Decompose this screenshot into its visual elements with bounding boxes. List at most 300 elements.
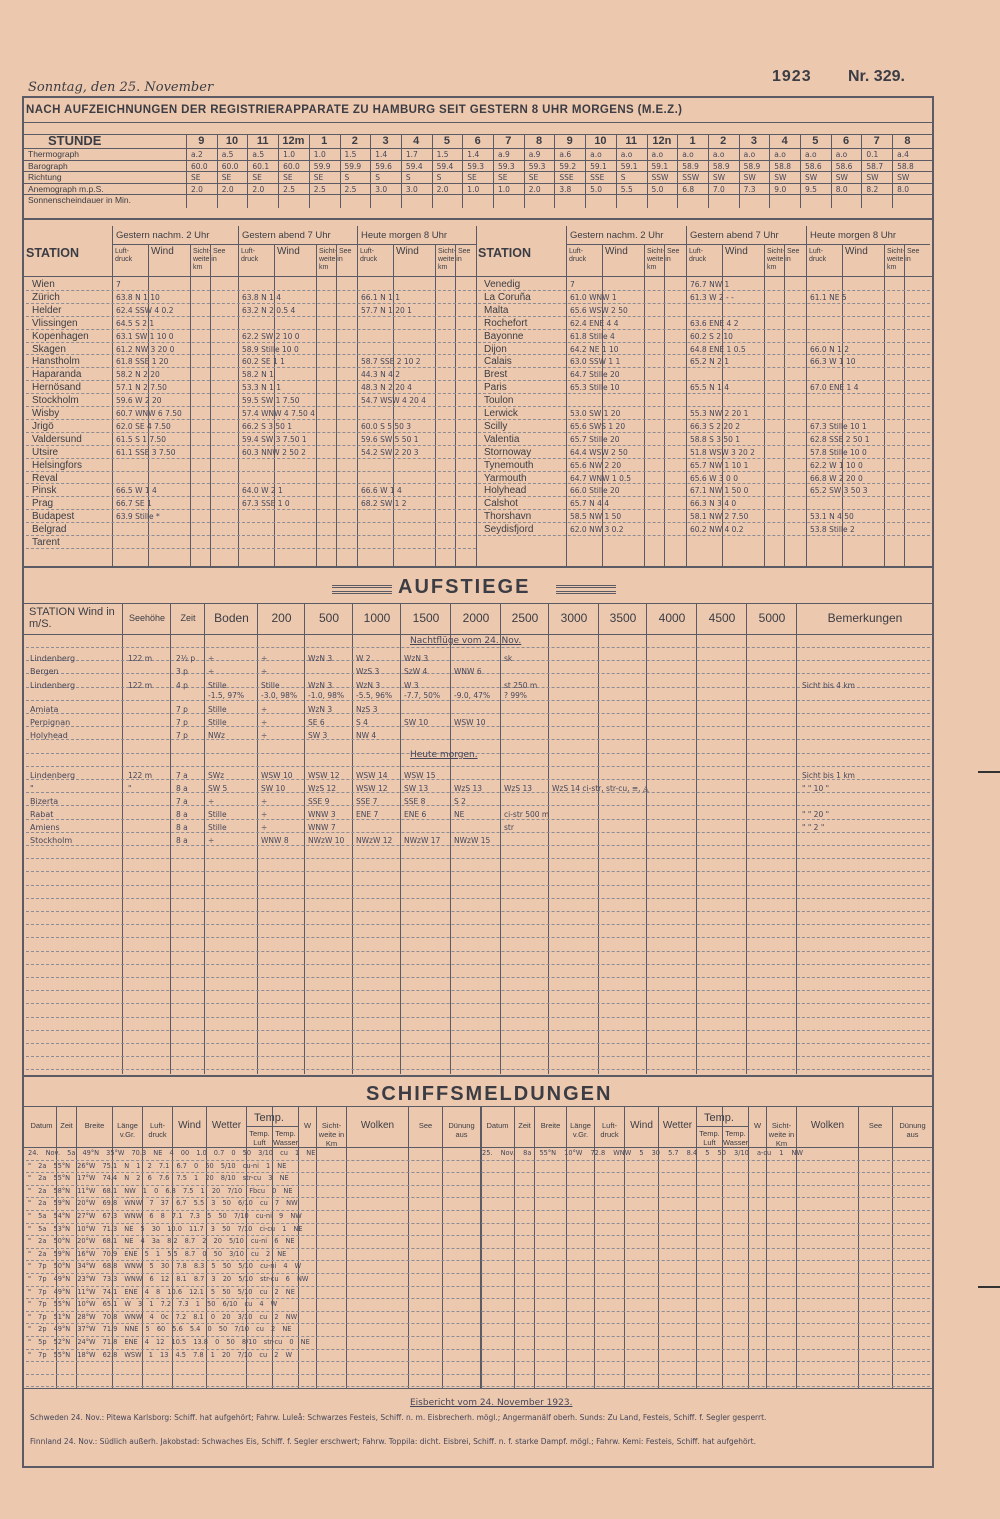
station-observation: 66.6 W 1 4 bbox=[361, 486, 402, 496]
aufstiege-value: Stille bbox=[261, 681, 280, 690]
aufstiege-value: Stille bbox=[208, 823, 227, 832]
hourly-value: SW bbox=[743, 173, 756, 182]
hourly-value: 59.2 bbox=[559, 161, 577, 171]
aufstiege-header: 3000 bbox=[560, 611, 588, 625]
schiffs-left-row: " 7p 55°N 18°W 62.8 WSW 1 13 4.5 7.8 1 20 7/10 cu 2 W bbox=[28, 1350, 293, 1359]
schiffs-header: Breite bbox=[84, 1121, 105, 1130]
station-observation: 62.0 NW 3 0.2 bbox=[570, 525, 624, 535]
aufstiege-value: WSW 10 bbox=[261, 771, 293, 780]
schiffs-grid-line bbox=[26, 1323, 930, 1324]
station-row-rule bbox=[478, 471, 930, 472]
station-observation: 64.7 Stille 20 bbox=[570, 370, 620, 380]
station-observation: 7 bbox=[116, 280, 121, 289]
station-name: Hanstholm bbox=[32, 356, 80, 368]
station-observation: 54.2 SW 2 20 3 bbox=[361, 447, 419, 457]
hourly-value: 8.2 bbox=[866, 184, 879, 194]
station-row-rule bbox=[26, 471, 476, 472]
station-sub-rule bbox=[435, 244, 436, 566]
aufstiege-station: Lindenberg bbox=[30, 681, 76, 690]
hourly-value: 5.0 bbox=[590, 184, 603, 194]
station-sub-rule bbox=[336, 244, 337, 566]
aufstiege-grid-line bbox=[26, 739, 930, 740]
station-name: Scilly bbox=[484, 420, 508, 432]
aufstiege-value: -7.7, 50% bbox=[404, 691, 441, 700]
hourly-value: SE bbox=[221, 173, 232, 182]
station-observation: 64.5 S 2 1 bbox=[116, 318, 155, 328]
station-observation: 55.3 NW 2 20 1 bbox=[690, 409, 749, 418]
aufstiege-grid-line bbox=[26, 647, 930, 648]
aufstiege-zeit: 3 p bbox=[176, 667, 188, 676]
station-row-rule bbox=[478, 458, 930, 459]
station-sub-rule bbox=[784, 244, 785, 566]
station-header: STATION bbox=[478, 246, 532, 260]
station-observation: 63.8 N 1 4 bbox=[242, 292, 282, 302]
station-observation: 61.2 NW 3 20 0 bbox=[116, 344, 175, 354]
aufstiege-remark: Sicht bis 1 km bbox=[802, 771, 855, 780]
aufstiege-header: Seehöhe bbox=[128, 613, 166, 623]
aufstiege-value: Stille bbox=[208, 681, 227, 690]
hourly-value: 59.3 bbox=[467, 161, 484, 171]
station-observation: 64.0 W 2 1 bbox=[242, 486, 283, 496]
aufstiege-zeit: 8 a bbox=[176, 836, 188, 845]
hour-label: 2 bbox=[351, 135, 358, 147]
station-row-rule bbox=[26, 303, 476, 304]
station-name: Haparanda bbox=[32, 369, 82, 381]
hourly-value: SE bbox=[191, 173, 201, 182]
schiffs-grid-line bbox=[26, 1185, 930, 1186]
hourly-value: 2.0 bbox=[191, 184, 203, 194]
schiffs-left-row: " 2a 55°N 26°W 75.1 N 1 2 7.1 6.7 0 50 5/10 cu-ni 1 NE bbox=[28, 1161, 287, 1170]
hourly-value: 60.1 bbox=[252, 161, 270, 171]
aufstiege-value: ÷ bbox=[261, 705, 268, 714]
station-observation: 67.3 Stille 10 1 bbox=[810, 421, 867, 431]
schiffs-temp-rule bbox=[246, 1126, 298, 1127]
station-observation: 62.4 ENE 4 4 bbox=[570, 318, 619, 328]
station-sub-label: Wind bbox=[605, 246, 628, 257]
aufstiege-value: WzN 3 bbox=[356, 681, 381, 690]
hourly-bottom-rule bbox=[22, 218, 934, 220]
schiffs-grid-line bbox=[26, 1349, 930, 1350]
aufstiege-grid-line bbox=[26, 937, 930, 938]
station-observation: 65.2 SW 3 50 3 bbox=[810, 486, 868, 496]
schiffs-left-row: " 7p 55°N 10°W 65.1 W 3 1 7.2 7.3 1 50 6/10 cu 4 W bbox=[28, 1300, 278, 1309]
hourly-value: 59.3 bbox=[498, 161, 515, 171]
station-observation: 65.6 SWS 1 20 bbox=[570, 421, 626, 431]
station-observation: 59.4 SW 3 7.50 1 bbox=[242, 434, 307, 444]
hour-label: 2 bbox=[720, 135, 727, 147]
hourly-value: 1.0 bbox=[313, 150, 326, 159]
station-group-header-rule-right bbox=[566, 244, 930, 245]
aufstiege-value: WzS 13 bbox=[454, 784, 483, 793]
station-sub-label: Luft-druck bbox=[809, 248, 827, 263]
station-observation: 61.8 Stille 4 bbox=[570, 331, 615, 341]
station-observation: 57.4 WNW 4 7.50 4 bbox=[242, 409, 315, 418]
hourly-value: 3.0 bbox=[405, 184, 418, 194]
station-observation: 66.3 N 3 4 0 bbox=[690, 499, 737, 509]
aufstiege-value: WSW 12 bbox=[356, 784, 388, 793]
station-observation: 65.2 N 2 1 bbox=[690, 357, 730, 367]
aufstiege-station: Bizerta bbox=[30, 797, 59, 806]
schiffs-header: Wetter bbox=[662, 1120, 693, 1131]
station-group-label: Heute morgen 8 Uhr bbox=[361, 230, 448, 241]
hourly-row-rule bbox=[22, 160, 934, 161]
aufstiege-value: S 2 bbox=[454, 797, 466, 806]
aufstiege-grid-line bbox=[26, 1069, 930, 1070]
station-header: STATION bbox=[26, 246, 80, 260]
schiffs-grid-line bbox=[26, 1273, 930, 1274]
hour-label: 12n bbox=[652, 135, 672, 147]
aufstiege-zeit: 7 p bbox=[176, 705, 188, 714]
station-bottom-rule bbox=[22, 566, 934, 568]
aufstiege-grid-line bbox=[26, 898, 930, 899]
station-observation: 58.1 NW 2 7.50 bbox=[690, 512, 749, 522]
schiffs-top-rule bbox=[22, 1106, 934, 1107]
aufstiege-station: Rabat bbox=[30, 810, 54, 819]
aufstiege-station: Perpignan bbox=[30, 718, 71, 727]
aufstiege-grid-line bbox=[26, 753, 930, 754]
aufstiege-value: WzS 13 bbox=[504, 784, 533, 793]
station-observation: 59.6 W 2 20 bbox=[116, 396, 162, 406]
aufstiege-value: ÷ bbox=[261, 667, 268, 676]
station-observation: 60.2 S 2 10 bbox=[690, 331, 733, 341]
aufstiege-value: WzN 3 bbox=[308, 681, 333, 690]
aufstiege-hoehe: 122 m bbox=[128, 771, 153, 780]
station-row-rule bbox=[478, 483, 930, 484]
station-observation: 58.8 S 3 50 1 bbox=[690, 434, 741, 444]
schiffs-header: See bbox=[418, 1121, 433, 1130]
schiffs-header: Wolken bbox=[360, 1120, 395, 1131]
hourly-value: 59.1 bbox=[651, 161, 669, 171]
schiffs-header: W bbox=[303, 1121, 312, 1130]
hourly-value: 2.5 bbox=[283, 184, 296, 194]
aufstiege-header: 3500 bbox=[609, 611, 637, 625]
station-observation: 59.6 SW 5 50 1 bbox=[361, 434, 419, 444]
aufstiege-header: STATION Wind in m/S. bbox=[29, 606, 115, 630]
hourly-value: 59.9 bbox=[344, 161, 362, 171]
aufstiege-value: SW 10 bbox=[261, 784, 286, 793]
station-name: Jrigö bbox=[32, 420, 54, 432]
aufstiege-zeit: 7 a bbox=[176, 771, 188, 780]
station-row-rule bbox=[478, 522, 930, 523]
station-sub-label: Wind bbox=[725, 246, 748, 257]
station-sub-rule bbox=[455, 244, 456, 566]
station-observation: 66.3 S 2 20 2 bbox=[690, 421, 741, 431]
station-observation: 61.0 WNW 1 bbox=[570, 292, 617, 302]
station-name: Skagen bbox=[32, 343, 66, 355]
station-row-rule bbox=[26, 522, 476, 523]
aufstiege-value: WNW 6 bbox=[454, 667, 482, 676]
hourly-value: 59.9 bbox=[313, 161, 331, 171]
schiffs-grid-line bbox=[26, 1172, 930, 1173]
station-observation: 65.6 NW 2 20 bbox=[570, 460, 622, 470]
station-name: Valentia bbox=[484, 433, 520, 445]
aufstiege-value: ÷ bbox=[261, 731, 268, 740]
hourly-value: 58.7 bbox=[866, 161, 884, 171]
station-row-rule bbox=[478, 329, 930, 330]
hourly-value: SW bbox=[835, 173, 848, 182]
aufstiege-header: 4000 bbox=[658, 611, 686, 625]
station-row-rule bbox=[26, 354, 476, 355]
station-observation: 48.3 N 2 20 4 bbox=[361, 383, 412, 393]
hourly-value: SE bbox=[313, 173, 324, 182]
aufstiege-grid-line bbox=[26, 951, 930, 952]
hourly-value: S bbox=[436, 173, 442, 182]
station-observation: 65.7 NW 1 10 1 bbox=[690, 460, 749, 470]
hourly-value: S bbox=[344, 173, 350, 182]
station-name: Calshot bbox=[484, 498, 518, 510]
station-sub-label: Luft-druck bbox=[569, 248, 587, 263]
station-observation: 60.2 NW 4 0.2 bbox=[690, 525, 744, 535]
station-sub-label: See bbox=[667, 248, 680, 255]
station-group-label: Heute morgen 8 Uhr bbox=[810, 230, 897, 241]
station-observation: 65.6 WSW 2 50 bbox=[570, 305, 628, 315]
station-name: Belgrad bbox=[32, 524, 67, 536]
hourly-value: 58.9 bbox=[743, 161, 761, 171]
station-sub-label: Luft-druck bbox=[360, 248, 378, 263]
schiffs-header: Zeit bbox=[60, 1121, 73, 1130]
aufstiege-value: WNW 8 bbox=[261, 836, 289, 845]
hourly-value: SW bbox=[897, 173, 910, 182]
station-sub-label: See bbox=[458, 248, 471, 255]
hourly-value: S bbox=[405, 173, 411, 182]
aufstiege-zeit: 7 p bbox=[176, 718, 188, 727]
aufstiege-header: 4500 bbox=[708, 611, 736, 625]
aufstiege-grid-line bbox=[26, 779, 930, 780]
hour-label: 7 bbox=[505, 135, 512, 147]
aufstiege-value: -1.5, 97% bbox=[208, 691, 245, 700]
station-observation: 63.0 SSW 1 1 bbox=[570, 357, 621, 367]
schiffs-header: See bbox=[868, 1121, 883, 1130]
aufstiege-value: WSW 12 bbox=[308, 771, 340, 780]
schiffs-header: Sicht-weite in Km bbox=[318, 1121, 345, 1148]
hourly-value: SE bbox=[467, 173, 477, 182]
hourly-value: 59.4 bbox=[405, 161, 423, 171]
station-sub-label: Wind bbox=[845, 246, 868, 257]
station-row-rule bbox=[26, 380, 476, 381]
hour-label: 9 bbox=[566, 135, 573, 147]
aufstiege-grid-line bbox=[26, 1017, 930, 1018]
hourly-value: SSW bbox=[682, 173, 700, 182]
hourly-value: S bbox=[375, 173, 380, 182]
schiffs-header: Wetter bbox=[211, 1120, 242, 1131]
hour-label: 6 bbox=[474, 135, 481, 147]
station-observation: 61.1 NE 5 bbox=[810, 292, 847, 302]
hourly-row-label: Barograph bbox=[28, 160, 68, 171]
station-observation: 61.1 SSE 3 7.50 bbox=[116, 447, 176, 457]
aufstiege-value: Stille bbox=[208, 705, 227, 714]
hourly-value: 58.6 bbox=[835, 161, 853, 171]
station-group-label: Gestern abend 7 Uhr bbox=[690, 230, 779, 241]
hourly-value: 6.8 bbox=[682, 184, 695, 194]
schiffs-left-row: " 7p 49°N 11°W 74.1 ENE 4 8 10.6 12.1 5 50 5/10 cu 2 NE bbox=[28, 1287, 295, 1296]
station-sub-rule bbox=[664, 244, 665, 566]
aufstiege-grid-line bbox=[26, 660, 930, 661]
station-observation: 67.0 ENE 1 4 bbox=[810, 383, 859, 393]
station-name: Calais bbox=[484, 356, 512, 368]
station-row-rule bbox=[478, 393, 930, 394]
aufstiege-hoehe: 122 m bbox=[128, 681, 153, 690]
station-observation: 64.8 ENE 1 0.5 bbox=[690, 344, 746, 354]
station-observation: 63.2 N 2 0.5 4 bbox=[242, 305, 296, 315]
station-observation: 66.3 W 1 10 bbox=[810, 357, 856, 367]
aufstiege-grid-line bbox=[26, 1056, 930, 1057]
schiffs-temp-label: Temp. bbox=[254, 1112, 284, 1124]
station-observation: 64.4 WSW 2 50 bbox=[570, 447, 628, 457]
station-row-rule bbox=[26, 458, 476, 459]
hourly-value: 1.0 bbox=[498, 184, 510, 194]
station-row-rule bbox=[26, 406, 476, 407]
station-observation: 61.3 W 2 - - bbox=[690, 292, 734, 302]
station-observation: 53.1 N 4 50 bbox=[810, 512, 854, 522]
aufstiege-value: SW 13 bbox=[404, 784, 429, 793]
schiffs-temp-label: Temp. bbox=[704, 1112, 734, 1124]
station-row-rule bbox=[26, 496, 476, 497]
schiffs-header: Luft-druck bbox=[600, 1121, 619, 1139]
aufstiege-station: Holyhead bbox=[30, 731, 68, 740]
schiffs-bottom-rule bbox=[22, 1388, 934, 1389]
station-row-rule bbox=[478, 367, 930, 368]
schiffs-grid-line bbox=[26, 1286, 930, 1287]
hour-label: 9 bbox=[198, 135, 205, 147]
station-observation: 53.0 SW 1 20 bbox=[570, 409, 621, 418]
station-row-rule bbox=[26, 367, 476, 368]
hourly-value: 60.0 bbox=[283, 161, 300, 171]
aufstiege-grid-line bbox=[26, 977, 930, 978]
schiffs-temp-rule bbox=[696, 1126, 748, 1127]
aufstiege-zeit: 7 p bbox=[176, 731, 188, 740]
hourly-row-rule bbox=[22, 183, 934, 184]
schiffs-header: Länge v.Gr. bbox=[570, 1121, 591, 1139]
aufstiege-value: SW 5 bbox=[208, 784, 228, 793]
aufstiege-remark: " " 10 " bbox=[802, 784, 830, 793]
hourly-value: 3.0 bbox=[375, 184, 388, 194]
station-name: Kopenhagen bbox=[32, 330, 89, 342]
hourly-value: a.o bbox=[590, 150, 602, 159]
hour-label: 10 bbox=[594, 135, 607, 147]
hourly-value: 7.3 bbox=[743, 184, 756, 194]
station-sub-rule bbox=[316, 244, 317, 566]
station-observation: 65.7 N 4 4 bbox=[570, 499, 610, 509]
aufstiege-value: WNW 3 bbox=[308, 810, 336, 819]
schiffs-left-row: " 5a 54°N 27°W 67.3 WNW 6 8 7.1 7.3 5 50 7/10 cu-ni 9 NW bbox=[28, 1212, 302, 1220]
station-sub-label: See bbox=[213, 248, 226, 255]
station-group-label: Gestern nachm. 2 Uhr bbox=[570, 230, 664, 241]
report-year: 1923 bbox=[772, 68, 812, 85]
hourly-value: 2.5 bbox=[313, 184, 326, 194]
station-header-bottom-rule bbox=[22, 276, 934, 277]
hourly-value: 59.3 bbox=[528, 161, 546, 171]
station-row-rule bbox=[478, 445, 930, 446]
station-observation: 65.7 Stille 20 bbox=[570, 434, 620, 444]
station-observation: 62.2 W 1 10 0 bbox=[810, 460, 863, 470]
station-name: Paris bbox=[484, 382, 507, 394]
aufstiege-remark: Sicht bis 4 km bbox=[802, 681, 855, 690]
station-observation: 62.4 SSW 4 0.2 bbox=[116, 305, 174, 315]
hour-label: 6 bbox=[842, 135, 850, 147]
station-row-rule bbox=[478, 342, 930, 343]
station-name: Valdersund bbox=[32, 433, 82, 445]
station-row-rule bbox=[26, 548, 476, 549]
station-observation: 65.6 W 3 0 0 bbox=[690, 473, 738, 483]
station-name: Stockholm bbox=[32, 395, 79, 407]
aufstiege-grid-line bbox=[26, 713, 930, 714]
hourly-value: a.o bbox=[835, 150, 848, 159]
station-name: Budapest bbox=[32, 511, 75, 523]
station-sub-label: See bbox=[907, 248, 920, 255]
aufstiege-value: WSW 15 bbox=[404, 771, 436, 780]
hourly-row-label: Sonnenscheindauer in Min. bbox=[28, 195, 132, 205]
aufstiege-value: SSE 8 bbox=[404, 797, 426, 806]
aufstiege-value: NWzW 17 bbox=[404, 836, 441, 845]
aufstiege-zeit: 8 a bbox=[176, 810, 188, 819]
station-row-rule bbox=[478, 316, 930, 317]
aufstiege-grid-line bbox=[26, 911, 930, 912]
schiffs-header: Temp. Wasser bbox=[723, 1129, 749, 1147]
station-name: Utsire bbox=[32, 446, 59, 458]
hourly-value: SE bbox=[283, 173, 293, 182]
schiffs-header: W bbox=[753, 1121, 762, 1130]
station-row-rule bbox=[26, 329, 476, 330]
aufstiege-value: WSW 10 bbox=[454, 718, 486, 727]
aufstiege-station: Stockholm bbox=[30, 836, 73, 845]
hour-label: 11 bbox=[625, 135, 637, 147]
aufstiege-value: ENE 6 bbox=[404, 810, 427, 819]
aufstiege-value: NWzW 12 bbox=[356, 836, 393, 845]
hourly-value: 9.0 bbox=[774, 184, 787, 194]
schiffs-header: Wind bbox=[178, 1120, 201, 1131]
aufstiege-value: st 250 m bbox=[504, 681, 538, 690]
hourly-value: 2.5 bbox=[344, 184, 357, 194]
aufstiege-value: ÷ bbox=[208, 836, 215, 845]
aufstiege-value: W 3 bbox=[404, 681, 419, 690]
aufstiege-grid-line bbox=[26, 687, 930, 688]
station-observation: 63.6 ENE 4 2 bbox=[690, 318, 739, 328]
schiffs-left-row: " 7p 51°N 28°W 70.8 WNW 4 0c 7.2 8.1 0 20 3/10 cu 2 NW bbox=[28, 1312, 298, 1321]
hourly-value: 1.0 bbox=[283, 150, 296, 159]
schiffs-grid-line bbox=[26, 1160, 930, 1161]
station-observation: 76.7 NW 1 bbox=[690, 280, 730, 289]
aufstiege-subtitle-night: Nachtflüge vom 24. Nov. bbox=[410, 636, 522, 646]
schiffs-grid-line bbox=[26, 1311, 930, 1312]
station-observation: 66.1 N 1 1 bbox=[361, 292, 401, 302]
hour-label: 3 bbox=[382, 135, 389, 147]
station-table-divider bbox=[476, 226, 477, 566]
station-row-rule bbox=[26, 290, 476, 291]
aufstiege-header-rule bbox=[22, 634, 934, 635]
hourly-value: 7.0 bbox=[712, 184, 725, 194]
hourly-value: a.2 bbox=[191, 150, 203, 159]
hourly-value: SE bbox=[528, 173, 539, 182]
hourly-value: SSE bbox=[590, 173, 605, 182]
station-sub-label: Luft-druck bbox=[115, 248, 133, 263]
hourly-value: SSW bbox=[651, 173, 669, 182]
station-name: Thorshavn bbox=[484, 511, 532, 523]
hourly-value: 1.4 bbox=[467, 150, 480, 159]
station-name: Reval bbox=[32, 472, 58, 484]
aufstiege-value: NW 4 bbox=[356, 731, 377, 740]
station-observation: 58.7 SSE 2 10 2 bbox=[361, 357, 421, 367]
schiffs-left-row: " 7p 49°N 23°W 73.3 WNW 6 12 8.1 8.7 3 20 5/10 str-cu 6 NW bbox=[28, 1275, 309, 1283]
aufstiege-value: sk bbox=[504, 654, 513, 663]
station-observation: 57.7 N 1 20 1 bbox=[361, 305, 412, 315]
aufstiege-value: ÷ bbox=[261, 654, 268, 663]
aufstiege-value: ÷ bbox=[261, 718, 268, 727]
schiffs-right-row: 25. Nov. 8a 55°N 10°W 72.8 WNW 5 30 5.7 8.4 5 50 3/10 a-cu 1 NW bbox=[482, 1149, 804, 1157]
aufstiege-value: SzW 4 bbox=[404, 667, 428, 676]
hourly-value: 59.6 bbox=[375, 161, 392, 171]
aufstiege-value: Stille bbox=[208, 810, 227, 819]
aufstiege-header: Bemerkungen bbox=[827, 611, 903, 625]
